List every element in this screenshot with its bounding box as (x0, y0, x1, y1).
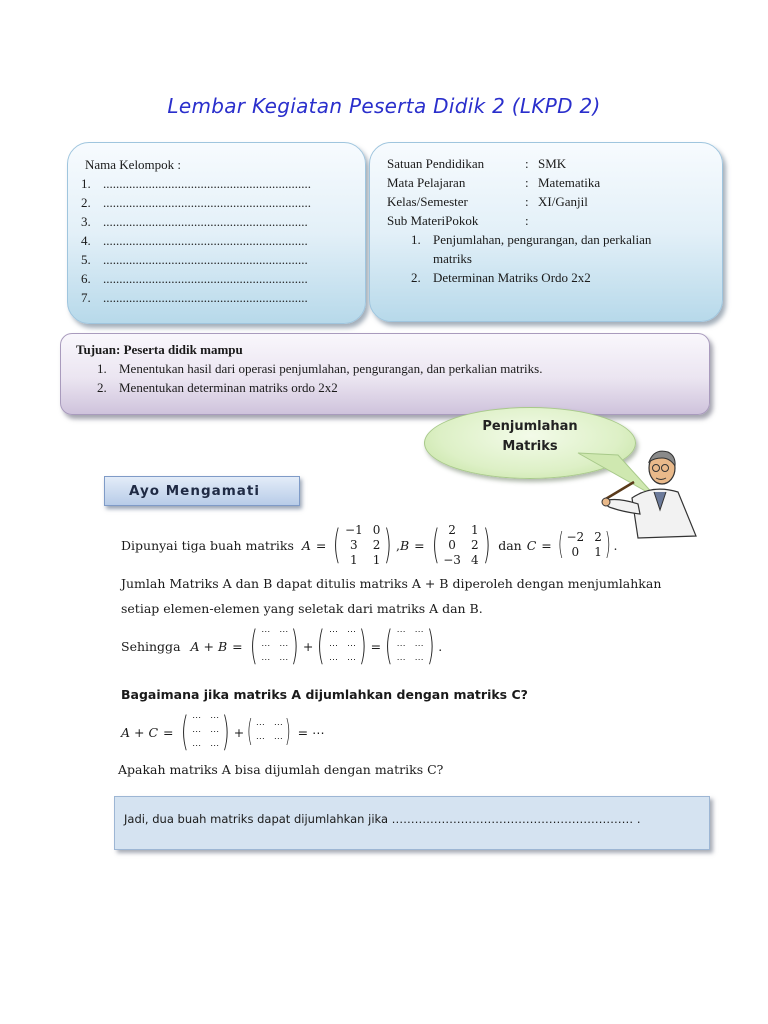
blank-matrix-grid (397, 625, 423, 667)
blank-entry: ⋯ (414, 641, 423, 651)
blank-entry: ⋯ (396, 655, 405, 665)
question-text: Bagaimana jika matriks A dijumlahkan dengan matriks C? (121, 687, 528, 702)
therefore-text: Sehingga (121, 638, 181, 654)
name-blank: ............................................................... (103, 271, 308, 286)
group-name-row (81, 288, 311, 307)
blank-entry: ⋯ (279, 655, 288, 665)
row-number: 2. (81, 195, 91, 210)
explanation-line-1: Jumlah Matriks A dan B dapat ditulis matriks A + B diperoleh dengan menjumlahkan (121, 576, 662, 591)
blank-entry: ⋯ (279, 627, 288, 637)
blank-entry: ⋯ (396, 641, 405, 651)
info-value: XI/Ganjil (538, 194, 588, 209)
page-title: Lembar Kegiatan Peserta Didik 2 (LKPD 2) (167, 94, 601, 118)
group-name-row (81, 174, 311, 193)
blank-entry: ⋯ (192, 741, 201, 751)
matrices-definition (121, 519, 618, 571)
blank-entry: ⋯ (192, 727, 201, 737)
objectives-heading: Tujuan: Peserta didik mampu (76, 342, 243, 357)
plus-sign: + (233, 724, 245, 740)
objective-item (97, 359, 542, 378)
objective-item (97, 378, 542, 397)
conclusion-text: Jadi, dua buah matriks dapat dijumlahkan jika ……………………………………………………… . (124, 812, 641, 826)
symbol-b: B (399, 537, 410, 553)
blank-entry: ⋯ (328, 641, 337, 651)
row-number: 4. (81, 233, 91, 248)
info-label: Sub MateriPokok (387, 213, 479, 228)
blank-entry: ⋯ (210, 741, 219, 751)
blank-entry: ⋯ (414, 627, 423, 637)
matrix-a: ( −1 0 3 2 1 1 ) (333, 522, 393, 568)
sum-ab-label: A + B (190, 638, 228, 654)
blank-entry: ⋯ (261, 627, 270, 637)
sub-topic-item (387, 230, 651, 249)
matrix-c-grid (566, 530, 601, 560)
info-colon: : (525, 156, 529, 171)
plus-sign: + (302, 638, 314, 654)
section-label: Ayo Mengamati (104, 476, 300, 506)
matrix-entry: 1 (470, 522, 479, 537)
objective-number: 1. (97, 361, 107, 376)
result-dots: = ⋯ (297, 724, 325, 740)
explanation-line-2: setiap elemen-elemen yang seletak dari matriks A dan B. (121, 601, 483, 616)
matrix-entry: −1 (345, 522, 363, 537)
group-name-row (81, 231, 311, 250)
question-2-text: Apakah matriks A bisa dijumlah dengan matriks C? (118, 762, 444, 777)
matrix-entry: 1 (594, 545, 602, 559)
period: . (613, 537, 618, 553)
row-number: 5. (81, 252, 91, 267)
blank-matrix-5: ( ⋯ ⋯ ⋯ ⋯ ) (247, 714, 291, 749)
blank-matrix-grid (256, 718, 282, 746)
blank-entry: ⋯ (255, 720, 264, 730)
name-blank: ............................................................... (103, 233, 308, 248)
sub-topic-item (387, 268, 651, 287)
info-row (387, 154, 651, 173)
row-number: 3. (81, 214, 91, 229)
info-value: SMK (538, 156, 567, 171)
equals-sign: = (232, 638, 243, 654)
blank-entry: ⋯ (192, 713, 201, 723)
symbol-a: A (301, 537, 311, 553)
objective-text: Menentukan hasil dari operasi penjumlahan, pengurangan, dan perkalian matriks. (119, 361, 543, 376)
blank-entry: ⋯ (396, 627, 405, 637)
group-name-row (81, 193, 311, 212)
row-number: 1. (81, 176, 91, 191)
symbol-c: C (526, 537, 537, 553)
bubble-text: Penjumlahan Matriks (482, 419, 578, 454)
blank-matrix-4: ( ⋯ ⋯ ⋯ ⋯ ⋯ ⋯ ) (180, 709, 230, 755)
matrix-entry: 2 (372, 537, 381, 552)
sum-ac-label: A + C (121, 724, 159, 740)
blank-entry: ⋯ (273, 720, 282, 730)
blank-entry: ⋯ (346, 627, 355, 637)
name-blank: ................................................................ (103, 176, 311, 191)
matrix-entry: 0 (571, 545, 580, 559)
blank-matrix-grid (261, 625, 287, 667)
info-colon: : (525, 213, 529, 228)
group-name-row (81, 212, 311, 231)
info-row (387, 173, 651, 192)
matrix-entry: 4 (470, 552, 479, 567)
info-list (387, 154, 651, 287)
matrix-entry: 2 (470, 537, 479, 552)
blank-entry: ⋯ (328, 627, 337, 637)
matrix-entry: 3 (350, 537, 358, 552)
matrix-c: ( −2 2 0 1 ) (557, 527, 611, 562)
sub-topic-number: 2. (411, 270, 421, 285)
matrix-b-grid (443, 523, 478, 568)
equals-sign: = (541, 537, 552, 553)
sub-topic-text: Determinan Matriks Ordo 2x2 (433, 270, 591, 285)
blank-matrix-grid (329, 625, 355, 667)
objectives-list (97, 359, 542, 397)
period: . (438, 638, 443, 654)
name-blank: ............................................................... (103, 214, 308, 229)
objective-number: 2. (97, 380, 107, 395)
matrix-b: ( 2 1 0 2 −3 4 ) (431, 522, 491, 568)
sub-topic-number: 1. (411, 232, 421, 247)
info-colon: : (525, 194, 529, 209)
blank-entry: ⋯ (328, 655, 337, 665)
matrix-entry: 2 (448, 522, 456, 537)
blank-matrix-3: ( ⋯ ⋯ ⋯ ⋯ ⋯ ⋯ ) (384, 623, 435, 669)
blank-matrix-grid (192, 711, 218, 753)
blank-entry: ⋯ (414, 655, 423, 665)
row-number: 6. (81, 271, 91, 286)
and-text: dan (498, 537, 522, 553)
blank-entry: ⋯ (261, 641, 270, 651)
info-colon: : (525, 175, 529, 190)
matrix-entry: 1 (350, 552, 358, 567)
objective-text: Menentukan determinan matriks ordo 2x2 (119, 380, 338, 395)
row-number: 7. (81, 290, 91, 305)
matrix-a-grid (345, 523, 380, 568)
matrix-entry: 1 (372, 552, 381, 567)
blank-entry: ⋯ (255, 734, 264, 744)
info-label: Kelas/Semester (387, 194, 468, 209)
group-names-label: Nama Kelompok : (85, 157, 182, 172)
name-blank: ................................................................ (103, 195, 311, 210)
equals-sign: = (414, 537, 425, 553)
matrix-entry: −3 (443, 552, 461, 567)
matrix-entry: 0 (448, 537, 456, 552)
matrix-entry: 2 (594, 530, 602, 544)
info-value: Matematika (538, 175, 601, 190)
equals-sign: = (370, 638, 382, 654)
name-blank: ............................................................... (103, 290, 308, 305)
comma: , (395, 537, 400, 553)
blank-entry: ⋯ (346, 641, 355, 651)
info-row (387, 211, 651, 230)
sum-ab-equation (121, 622, 442, 670)
matrix-entry: 0 (372, 522, 381, 537)
group-name-row (81, 269, 311, 288)
info-row (387, 192, 651, 211)
info-label: Satuan Pendidikan (387, 156, 485, 171)
name-blank: ............................................................... (103, 252, 308, 267)
group-names-list (81, 174, 311, 307)
blank-matrix-2: ( ⋯ ⋯ ⋯ ⋯ ⋯ ⋯ ) (317, 623, 367, 669)
blank-entry: ⋯ (273, 734, 282, 744)
matrix-entry: −2 (566, 530, 585, 544)
blank-entry: ⋯ (346, 655, 355, 665)
intro-text: Dipunyai tiga buah matriks (121, 537, 294, 553)
blank-entry: ⋯ (210, 727, 219, 737)
blank-entry: ⋯ (279, 641, 288, 651)
blank-entry: ⋯ (261, 655, 270, 665)
equals-sign: = (163, 724, 174, 740)
blank-entry: ⋯ (210, 713, 219, 723)
info-label: Mata Pelajaran (387, 175, 466, 190)
sub-topic-continuation: matriks (433, 251, 472, 266)
blank-matrix-1: ( ⋯ ⋯ ⋯ ⋯ ⋯ ⋯ ) (249, 623, 299, 669)
group-name-row (81, 250, 311, 269)
equals-sign: = (315, 537, 327, 553)
sub-topic-text: Penjumlahan, pengurangan, dan perkalian (433, 232, 652, 247)
sum-ac-equation (121, 708, 325, 756)
